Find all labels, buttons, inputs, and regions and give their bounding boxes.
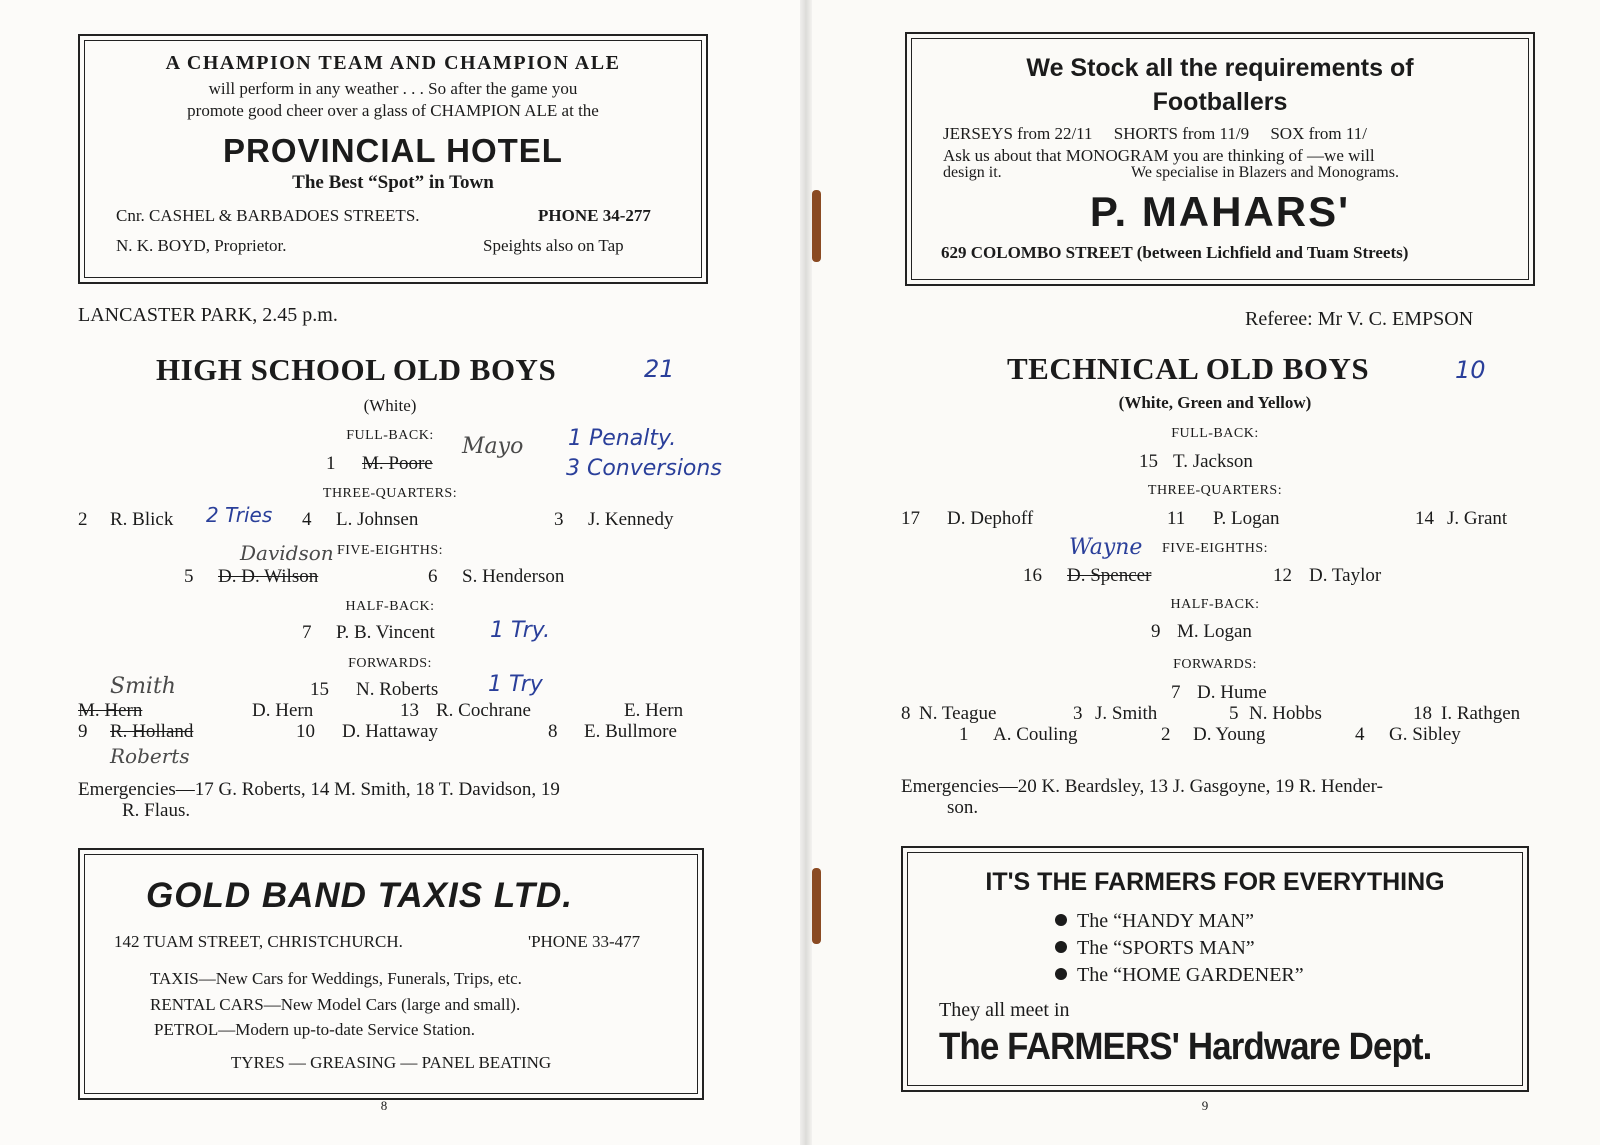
home-threeq-label: THREE-QUARTERS: (322, 486, 458, 501)
away-threeq-name-2: J. Grant (1447, 508, 1508, 529)
home-fwd3-name-0: R. Holland (110, 721, 194, 742)
away-fwd2-name-1: J. Smith (1095, 703, 1158, 724)
home-forwards-label: FORWARDS: (348, 656, 432, 671)
away-five8-name-1: D. Taylor (1309, 565, 1382, 586)
away-forwards-label: FORWARDS: (1173, 657, 1257, 672)
farmers-bullet-2 (1055, 964, 1304, 987)
mahars-line2: Ask us about that MONOGRAM you are thinking of —we will (943, 146, 1375, 165)
away-five8-label: FIVE-EIGHTHS: (1161, 541, 1269, 556)
away-fwd2-num-0: 8 (901, 703, 911, 724)
away-team-name: TECHNICAL OLD BOYS (1007, 351, 1370, 386)
away-fwd2-num-2: 5 (1229, 703, 1239, 724)
farmers-ad (901, 846, 1529, 1092)
staple-top (812, 190, 821, 262)
home-halfback-name: P. B. Vincent (336, 622, 435, 643)
away-fwd3-name-2: G. Sibley (1389, 724, 1461, 745)
away-emergencies-line2: son. (947, 797, 979, 818)
hotel-address: Cnr. CASHEL & BARBADOES STREETS. (116, 206, 420, 225)
home-halfback-note: 1 Try. (490, 618, 551, 643)
home-five8-name-1: S. Henderson (462, 566, 565, 587)
referee: Referee: Mr V. C. EMPSON (1245, 308, 1474, 330)
hotel-name: PROVINCIAL HOTEL (223, 132, 563, 169)
home-threeq-name-1: L. Johnsen (336, 509, 419, 530)
away-five8-num-1: 12 (1273, 565, 1292, 586)
gold-band-taxis-ad (78, 848, 704, 1100)
taxis-line3: PETROL—Modern up-to-date Service Station. (154, 1020, 476, 1039)
home-fwd2-name-2: R. Cochrane (436, 700, 531, 721)
farmers-bullet-1 (1055, 937, 1255, 960)
mahars-ad (905, 32, 1535, 286)
hotel-phone: PHONE 34-277 (538, 206, 651, 225)
mahars-headline1: We Stock all the requirements of (1026, 54, 1414, 82)
farmers-bullet-text-0: The “HANDY MAN” (1077, 910, 1254, 932)
home-threeq-num-1: 4 (302, 509, 312, 530)
taxis-name: GOLD BAND TAXIS LTD. (146, 876, 574, 915)
home-fwd3-name-1: D. Hattaway (342, 721, 439, 742)
provincial-hotel-ad (78, 34, 708, 284)
taxis-line2: RENTAL CARS—New Model Cars (large and small). (150, 995, 521, 1014)
home-threeq-name-2: J. Kennedy (588, 509, 674, 530)
home-fullback-name: M. Poore (362, 453, 433, 474)
home-fwd1-name: N. Roberts (356, 679, 439, 700)
away-fwd1-num: 7 (1171, 682, 1181, 703)
home-fwd-replacement-smith: Smith (110, 674, 176, 699)
taxis-line1: TAXIS—New Cars for Weddings, Funerals, Trips, etc. (150, 969, 522, 988)
away-colours: (White, Green and Yellow) (1118, 393, 1312, 412)
away-halfback-num: 9 (1151, 621, 1161, 642)
home-fullback-replacement: Mayo (462, 434, 524, 459)
away-fwd3-num-0: 1 (959, 724, 969, 745)
home-fwd2-num-2: 13 (400, 700, 419, 721)
home-team-name: HIGH SCHOOL OLD BOYS (156, 352, 557, 387)
home-fwd1-num: 15 (310, 679, 329, 700)
home-threeq-name-0: R. Blick (110, 509, 174, 530)
home-emergencies-line2: R. Flaus. (122, 800, 191, 821)
bullet-dot-icon (1055, 941, 1067, 953)
hotel-proprietor: N. K. BOYD, Proprietor. (116, 236, 287, 255)
home-emergencies-line1: Emergencies—17 G. Roberts, 14 M. Smith, 18 T. Davidson, 19 (78, 779, 560, 800)
mahars-address: 629 COLOMBO STREET (between Lichfield and Tuam Streets) (941, 243, 1409, 262)
mahars-headline2: Footballers (1152, 88, 1288, 116)
away-five8-name-0: D. Spencer (1067, 565, 1152, 586)
home-fwd3-replacement-0: Roberts (110, 744, 190, 768)
home-five8-replacement-0: Davidson (240, 541, 334, 565)
away-fwd2-num-3: 18 (1413, 703, 1432, 724)
home-fwd3-num-2: 8 (548, 721, 558, 742)
away-threeq-num-2: 14 (1415, 508, 1434, 529)
home-halfback-num: 7 (302, 622, 312, 643)
home-fwd3-num-1: 10 (296, 721, 315, 742)
home-fwd2-name-3: E. Hern (624, 700, 684, 721)
home-threeq-note-0: 2 Tries (206, 503, 273, 527)
away-fwd3-num-2: 4 (1355, 724, 1365, 745)
away-threeq-label: THREE-QUARTERS: (1147, 483, 1283, 498)
mahars-name: P. MAHARS' (1089, 188, 1351, 235)
right-page (805, 0, 1600, 1145)
home-fullback-note1: 1 Penalty. (568, 426, 677, 451)
away-threeq-num-1: 11 (1167, 508, 1186, 529)
bullet-dot-icon (1055, 914, 1067, 926)
home-fwd2-name-0: M. Hern (78, 700, 143, 721)
taxis-footer: TYRES — GREASING — PANEL BEATING (230, 1053, 552, 1072)
farmers-meet: They all meet in (939, 999, 1070, 1021)
away-fwd2-num-1: 3 (1073, 703, 1083, 724)
home-fwd3-name-2: E. Bullmore (584, 721, 677, 742)
farmers-bullet-0 (1055, 910, 1254, 933)
mahars-line3a: design it. (943, 164, 1002, 181)
hotel-ad-line2: will perform in any weather . . . So after the game you (208, 79, 578, 98)
away-halfback-name: M. Logan (1177, 621, 1252, 642)
home-five8-name-0: D. D. Wilson (218, 566, 319, 587)
mahars-line3b: We specialise in Blazers and Monograms. (1131, 164, 1399, 181)
home-fwd1-note: 1 Try (488, 672, 543, 697)
farmers-name: The FARMERS' Hardware Dept. (939, 1026, 1432, 1068)
home-five8-num-1: 6 (428, 566, 438, 587)
home-score-note: 21 (644, 355, 675, 383)
away-fwd2-name-3: I. Rathgen (1441, 703, 1521, 724)
mahars-prices: JERSEYS from 22/11 SHORTS from 11/9 SOX from 11/ (943, 124, 1367, 143)
taxis-phone: 'PHONE 33-477 (528, 932, 641, 951)
away-five8-replacement-0: Wayne (1069, 535, 1143, 560)
away-halfback-label: HALF-BACK: (1170, 597, 1260, 612)
hotel-ad-line3: promote good cheer over a glass of CHAMPION ALE at the (187, 101, 599, 120)
away-fwd3-name-1: D. Young (1193, 724, 1266, 745)
home-five8-num-0: 5 (184, 566, 194, 587)
home-fullback-label: FULL-BACK: (346, 428, 434, 443)
venue: LANCASTER PARK, 2.45 p.m. (78, 304, 338, 326)
staple-bottom (812, 868, 821, 944)
away-fullback-label: FULL-BACK: (1171, 426, 1259, 441)
away-fwd3-name-0: A. Couling (993, 724, 1078, 745)
farmers-headline: IT'S THE FARMERS FOR EVERYTHING (985, 868, 1445, 896)
away-threeq-name-1: P. Logan (1213, 508, 1280, 529)
hotel-ad-line1: A CHAMPION TEAM AND CHAMPION ALE (165, 52, 621, 74)
farmers-bullet-text-1: The “SPORTS MAN” (1077, 937, 1255, 959)
away-fwd1-name: D. Hume (1197, 682, 1267, 703)
page-number-left: 8 (380, 1098, 388, 1113)
page-number-right: 9 (1201, 1098, 1209, 1113)
away-five8-num-0: 16 (1023, 565, 1042, 586)
home-colours: (White) (363, 396, 417, 415)
home-threeq-num-2: 3 (554, 509, 564, 530)
hotel-tagline: The Best “Spot” in Town (292, 172, 494, 193)
home-fwd2-name-1: D. Hern (252, 700, 314, 721)
away-emergencies-line1: Emergencies—20 K. Beardsley, 13 J. Gasgoyne, 19 R. Hender- (901, 776, 1383, 797)
home-halfback-label: HALF-BACK: (345, 599, 435, 614)
away-threeq-name-0: D. Dephoff (947, 508, 1034, 529)
home-fullback-num: 1 (326, 453, 336, 474)
away-threeq-num-0: 17 (901, 508, 920, 529)
home-fwd3-num-0: 9 (78, 721, 88, 742)
home-fullback-note2: 3 Conversions (566, 456, 722, 481)
taxis-address: 142 TUAM STREET, CHRISTCHURCH. (114, 932, 403, 951)
away-fullback-num: 15 (1139, 451, 1158, 472)
farmers-bullet-text-2: The “HOME GARDENER” (1077, 964, 1304, 986)
bullet-dot-icon (1055, 968, 1067, 980)
hotel-tap: Speights also on Tap (483, 236, 624, 255)
away-fwd3-num-1: 2 (1161, 724, 1171, 745)
away-score-note: 10 (1455, 356, 1486, 384)
away-fwd2-name-2: N. Hobbs (1249, 703, 1322, 724)
page-fold (800, 0, 812, 1145)
home-five8-label: FIVE-EIGHTHS: (336, 543, 444, 558)
home-threeq-num-0: 2 (78, 509, 88, 530)
away-fwd2-name-0: N. Teague (919, 703, 997, 724)
away-fullback-name: T. Jackson (1173, 451, 1253, 472)
